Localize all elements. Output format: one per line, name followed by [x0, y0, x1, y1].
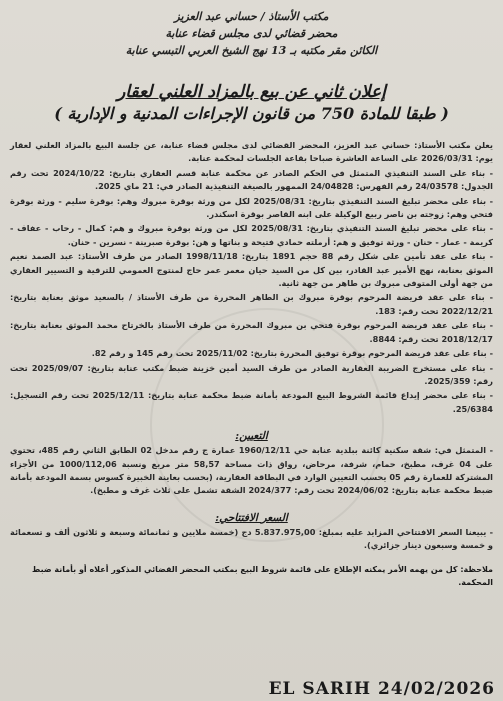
body-paragraph: - بناء على عقد فريضة المرحوم بوقرة فتحي بن مبروك المحررة من طرف الأستاذ بالخرتاح محمد الموثق بعنابة بتاريخ: 2018/12/17 تحت رقم: 8844. — [10, 320, 493, 344]
body-paragraph: - بناء على محضر تبليغ السند التنفيذي بتاريخ: 2025/08/31 لكل من ورثة بوقرة مبروك وهم: بوقرة سليم - ورثة بوقرة فتحي وهم: زوجته بن ناصر ربيع الوكيلة على ابنه القاصر بوقرة اسكندر. — [10, 195, 493, 220]
title-line-2: ( طبقا للمادة 750 من قانون الإجراءات المدنية و الإدارية ) — [54, 104, 449, 123]
designation-title: التعيين: — [235, 430, 268, 443]
body-paragraph: - بناء على عقد فريضة المرحوم بوقرة مبروك بن الطاهر المحررة من طرف الأستاذ / بالسعيد موثق بعنابة بتاريخ: 2022/12/21 تحت رقم: 183. — [10, 292, 493, 316]
header-line-1: مكتب الأستاذ / حساني عبد العزيز — [174, 10, 329, 23]
announcement-title — [10, 81, 493, 125]
newspaper-footer: EL SARIH 24/02/2026 — [268, 679, 495, 699]
price-text: - يبيعنا السعر الافتتاحي المزايد عليه بمبلغ: 5.837.975,00 دج (خمسة ملايين و ثمانمائة وسبعة و ثلاثون ألف و تسعمائة و خمسة وسبعون دينار جزائري). — [10, 526, 493, 551]
body-paragraph: - بناء على عقد تأمين على شكل رقم 88 حجم 1891 بتاريخ: 1998/11/18 الصادر من طرف الأستاذ: عبد الصمد نعيم الموثق بعنابة، نهج الأمير عبد القادر، بين كل من السيد حيان معمر عمر حاج لمنتوج العمومي للترقية و التسيير العقاري من جهة أولى المتوفى مبروك بن طاهر من جهة ثانية. — [10, 251, 494, 289]
body-paragraph: - بناء على السند التنفيذي المتمثل في الحكم الصادر عن محكمة عنابة قسم العقاري بتاريخ: 2024/10/22 تحت رقم الجدول: 24/03578 رقم الفهرس: 24/04828 الممهور بالصيغة التنفيذية الصادر في: 21 ماي 2025. — [10, 167, 493, 192]
body-paragraph: - بناء على مستخرج الضريبة العقارية الصادر من طرف السيد أمين خزينة ضبط مكتب عنابة بتاريخ: 2025/09/07 تحت رقم: 2025/359. — [10, 362, 494, 386]
price-title: السعر الافتتاحي: — [215, 511, 288, 524]
faded-stamp — [150, 308, 384, 542]
body-paragraph: - بناء على عقد فريضة المرحوم بوقرة توفيق المحررة بتاريخ: 2025/11/02 تحت رقم 145 و رقم 82. — [91, 348, 493, 359]
footer — [0, 677, 503, 701]
body-paragraph: يعلن مكتب الأستاذ: حساني عبد العزيز، المحضر القضائي لدى مجلس قضاء عنابة، عن جلسة البيع بالمزاد العلني لعقار يوم: 2026/03/31 على الساعة العاشرة صباحا بقاعة الجلسات لمحكمة عنابة. — [10, 140, 493, 164]
header-line-2: محضر قضائي لدى مجلس قضاء عنابة — [165, 27, 338, 40]
header-line-3: الكائن مقر مكتبه بـ 13 نهج الشيخ العربي التبسي عنابة — [125, 44, 378, 57]
designation-text: - المتمثل في: شقة سكنية كائنة ببلدية عنابة حي 1960/12/11 عمارة ج رقم مدخل 02 الطابق الثاني رقم 485، تحتوي على 04 غرف، مطبخ، حمام، شرفة، مرحاض، رواق ذات مساحة 58,57 متر مربع ونسبة 1000/112,06 من الأجزاء المشتركة للعمارة رقم 05 يحسب التعيين الوارد في البطاقة العقارية، (بحسب بعاينة الخبيرة كسوس بسمة المودعة بأمانة ضبط محكمة عنابة بتاريخ: 2024/06/02 تحت رقم: 2024/377 الشقة تشمل على ثلاث غرف و مطبخ). — [10, 445, 494, 496]
body-paragraph: - بناء على محضر إيداع قائمة الشروط البيع المودعة بأمانة ضبط محكمة عنابة بتاريخ: 2025/12/11 تحت رقم التسجيل: 25/6384. — [10, 390, 493, 414]
note-text: ملاحظة: كل من يهمه الأمر يمكنه الإطلاع على قائمة شروط البيع بمكتب المحضر القضائي المذكور أعلاه أو بأمانة ضبط المحكمة. — [32, 564, 493, 587]
office-header — [10, 8, 493, 59]
body-paragraph: - بناء على محضر تبليغ السند التنفيذي بتاريخ: 2025/08/31 لكل من ورثة بوقرة مبروك و هم: كمال - رحاب - عفاف - كريمة - عمار - حنان - ورثة توفيق و هم: أرملته حمادي فتيحة و بناتها و هن: بوقرة صبرينة - نسرين - حنان. — [10, 223, 493, 247]
title-line-1: إعلان ثاني عن بيع بالمزاد العلني لعقار — [117, 82, 386, 102]
